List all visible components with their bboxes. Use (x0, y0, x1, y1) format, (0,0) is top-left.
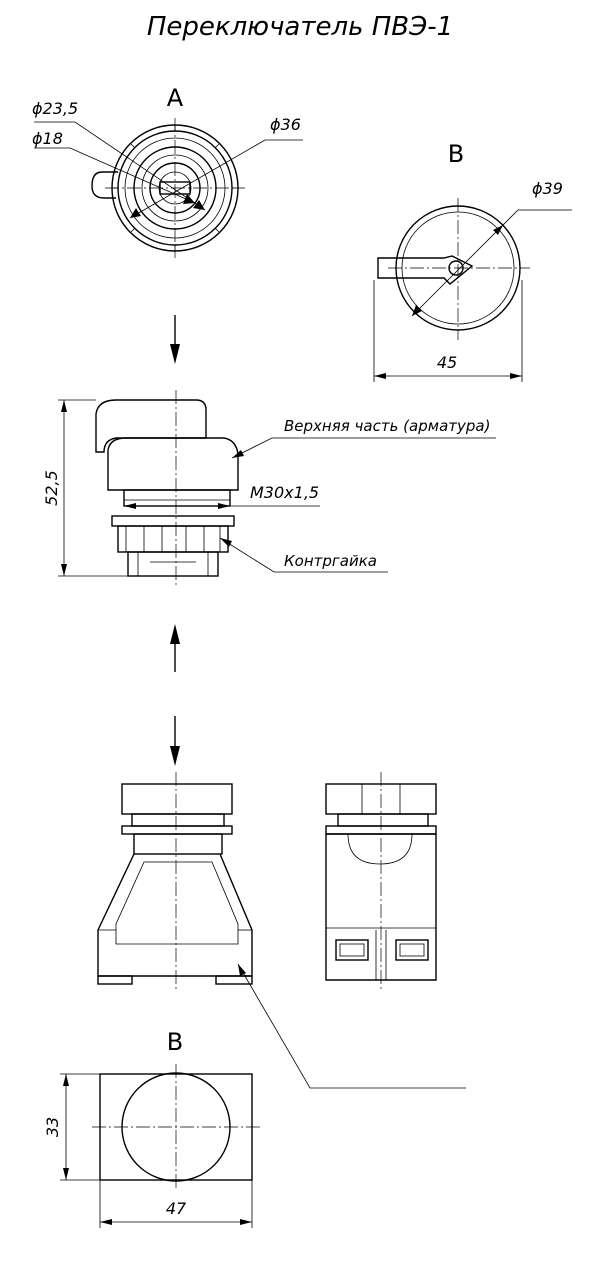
arrow-b (170, 716, 180, 766)
contact-block-side (326, 772, 436, 992)
arrow-a (170, 624, 180, 672)
dim-width-45: 45 (436, 353, 458, 372)
side-view (42, 390, 496, 586)
dim-width-47: 47 (165, 1199, 187, 1218)
arrow-v (170, 315, 180, 364)
view-v-top-label: В (447, 140, 465, 168)
side-view-head (108, 438, 238, 490)
label-locknut: Контргайка (284, 552, 377, 570)
dim-height-52-5: 52,5 (42, 470, 61, 506)
dim-height-33: 33 (43, 1116, 62, 1138)
dim-d39: ϕ39 (532, 179, 563, 198)
contact-block-front (98, 772, 252, 992)
view-v-top (374, 140, 572, 382)
view-v-bottom-label: В (166, 1028, 184, 1056)
label-upper-part: Верхняя часть (арматура) (284, 417, 491, 435)
side-view-locknut (112, 516, 234, 526)
view-v-bottom (43, 1028, 262, 1228)
dim-d23-5: ϕ23,5 (32, 99, 79, 118)
dim-d36: ϕ36 (270, 115, 301, 134)
view-a-label: А (166, 84, 184, 112)
drawing-title: Переключатель ПВЭ-1 (146, 12, 454, 42)
dim-d18: ϕ18 (32, 129, 63, 148)
view-a-tab (92, 172, 118, 198)
side-view-handle (96, 400, 206, 452)
dim-thread: М30х1,5 (250, 483, 320, 502)
view-a (32, 84, 303, 258)
